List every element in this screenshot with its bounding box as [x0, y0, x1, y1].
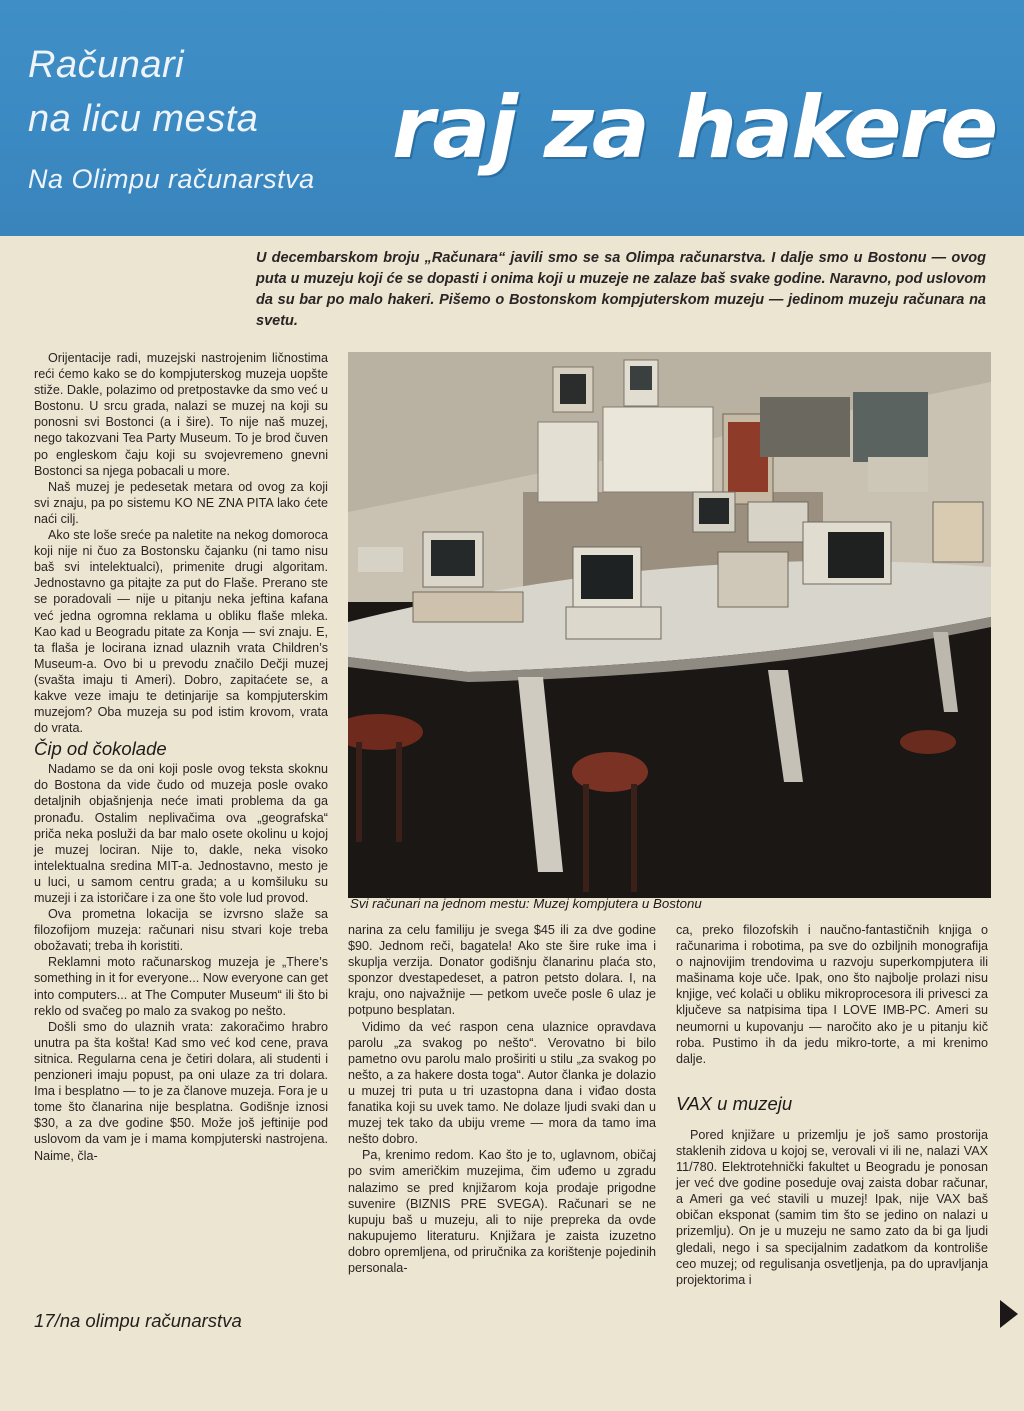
- section-title-line-2: na licu mesta: [28, 98, 259, 140]
- paragraph: Pored knjižare u prizemlju je još samo prostorija staklenih zidova u kojoj se, verovali vi ili ne, nalazi VAX 11/780. Elektrotehnički fakultet u Beogradu je ponosan jer već dve godine poseduje ovaj zaista dobar računar, a Ameri ga već stavili u muzej! Ipak, nije VAX baš običan eksponat (samim tim što se jedino on nalazi u prizemlju). On je u muzeju ne samo zato da bi ga ljudi gledali, nego i sa specijalnim zadatkom da kontroliše ceo muzej; od regulisanja osvetljenja, pa do upravljanja projektorima i: [676, 1127, 988, 1287]
- photo-caption: Svi računari na jednom mestu: Muzej kompjutera u Bostonu: [350, 896, 702, 911]
- paragraph: Naš muzej je pedesetak metara od ovog za koji svi znaju, pa po sistemu KO NE ZNA PITA lako ćete naći cilj.: [34, 479, 328, 526]
- continue-arrow-icon: [1000, 1300, 1018, 1328]
- subheading-vax-u-muzeju: VAX u muzeju: [676, 1092, 793, 1114]
- header-banner: [0, 0, 1024, 236]
- section-title-line-1: Računari: [28, 44, 185, 86]
- subheading-cip-od-cokolade: Čip od čokolade: [34, 738, 167, 760]
- paragraph: Došli smo do ulaznih vrata: zakoračimo hrabro unutra pa šta košta! Kad smo već kod cene, prava sitnica. Regularna cena je četiri dolara, ali studenti i penzioneri imaju popust, pa oni ulaze za tri dolara. Ima i besplatno — to je za članove muzeja. Fora je u tome što članarina nije besplatna. Godišnje iznosi $30, a za dve godine $50. Može još jeftinije pod uslovom da vam je i mama kompjuterski nastrojena. Naime, čla-: [34, 1019, 328, 1163]
- paragraph: Ako ste loše sreće pa naletite na nekog domoroca koji nije ni čuo za Bostonsku čajanku (ni tamo nisu baš svi intelektualci), primenite drugi algoritam. Jednostavno ga pitajte za put do Flaše. Prerano ste se poradovali — nije u pitanju neka jeftina kafana već jedna ogromna reklama u obliku flaše mleka. Kao kad u Beogradu pitate za Konja — svi znaju. E, ta flaša je locirana iznad ulaznih vrata Children’s Museum-a. Ovo bi u prevodu značilo Dečji muzej (svašta imaju ti Ameri). Dobro, zapitaćete se, a kakve veze imaju te detinjarije sa kompjuterskim muzejom? Oba muzeja su pod istim krovom, vrata do vrata.: [34, 528, 328, 736]
- paragraph: ca, preko filozofskih i naučno-fantastičnih knjiga o računarima i robotima, pa sve do ozbiljnih monografija o najnovijim trendovima u razvoju superkompjutera ili mašinama koje uče. Ipak, ono što najbolje prolazi nisu knjige, već kolači u obliku mikroprocesora ili privesci za ključeve sa natpisima tipa I LOVE IMB-PC. Ameri su neumorni u kupovanju — naročito ako je u pitanju kič roba. Pustimo ih da jedu mikro-torte, a mi krenimo dalje.: [676, 923, 988, 1066]
- paragraph: Pa, krenimo redom. Kao što je to, uglavnom, običaj po svim američkim muzejima, čim uđemo u zgradu nalazimo se pred knjižarom koja prodaje prigodne suvenire (BIZNIS PRE SVEGA). Računari se ne kupuju baš u muzeju, ali to nije prepreka da ovde nakupujemo literaturu. Knjižara je zaista izuzetno dobro opremljena, od priručnika za korištenje pojedinih personala-: [348, 1148, 656, 1275]
- section-subtitle: Na Olimpu računarstva: [28, 164, 315, 194]
- paragraph: Nadamo se da oni koji posle ovog teksta skoknu do Bostona da vide čudo od muzeja posle ovako detaljnih objašnjenja neće imati problema da ga pronađu. Ostalim neplivačima ova „geografska“ priča neka posluži da bar malo osete okolinu u kojoj je muzej lociran. Nije to, dakle, neka visoko intelektualna sredina MIT-a. Jednostavno, mesto je u luci, u samom centru grada; a u komšiluku su muzeji i za istoričare i za one što vole lud provod.: [34, 762, 328, 905]
- paragraph: narina za celu familiju je svega $45 ili za dve godine $90. Jednom reči, bagatela! Ako ste šire ruke ima i skuplja verzija. Donator godišnju članarinu plaća sto, sponzor dvestapedeset, a patron petsto dolara. I, na kraju, ono najvažnije — petkom uveče posle 6 ulaz je potpuno besplatan.: [348, 923, 656, 1018]
- text-column-1: [34, 350, 328, 1164]
- paragraph: Vidimo da već raspon cena ulaznice opravdava parolu „za svakog po nešto“. Verovatno bi bilo pametno ovu parolu malo proširiti u stilu „za svakog po nešto, a za hakere dosta toga“. Autor članka je dolazio u muzej tri puta u tri uzastopna dana i viđao dosta fanatika koji su uvek tamo. Ne dolaze ljudi svaki dan u muzej tek tako da ubiju vreme — mora da tamo ima nešto dobro.: [348, 1019, 656, 1147]
- page-footer: 17/na olimpu računarstva: [34, 1310, 242, 1331]
- article-headline: raj za hakere: [392, 78, 997, 178]
- paragraph: Orijentacije radi, muzejski nastrojenim ličnostima reći ćemo kako se do kompjuterskog muzeja uopšte stiže. Dakle, polazimo od pretpostavke da smo već u Bostonu. U srcu grada, nalazi se muzej na koji su ponosni svi Bostonci (a i šire). To nije naš muzej, nego takozvani Tea Party Museum. To je brod čuven po engleskom čaju koji su svojevremeno gnevni Bostonci sa njega pobacali u more.: [34, 351, 328, 478]
- paragraph: Reklamni moto računarskog muzeja je „There’s something in it for everyone... Now everyone can get into computers... at The Computer Museum“ ili što bi reklo od svačeg po malo za svakog po nešto.: [34, 955, 329, 1018]
- paragraph: Ova prometna lokacija se izvrsno slaže sa filozofijom muzeja: računari nisu stvari koje treba obožavati; treba ih koristiti.: [34, 907, 328, 954]
- museum-photo: [348, 352, 991, 898]
- text-column-2: [348, 922, 656, 1276]
- article-lead: U decembarskom broju „Računara“ javili smo se sa Olimpa računarstva. I dalje smo u Bostonu — ovog puta u muzeju koji će se dopasti i onima koji u muzeje ne zalaze baš svake godine. Naravno, pod uslovom da su bar po malo hakeri. Pišemo o Bostonskom kompjuterskom muzeju — jedinom muzeju računara na svetu.: [256, 250, 986, 329]
- text-column-3: [676, 922, 988, 1288]
